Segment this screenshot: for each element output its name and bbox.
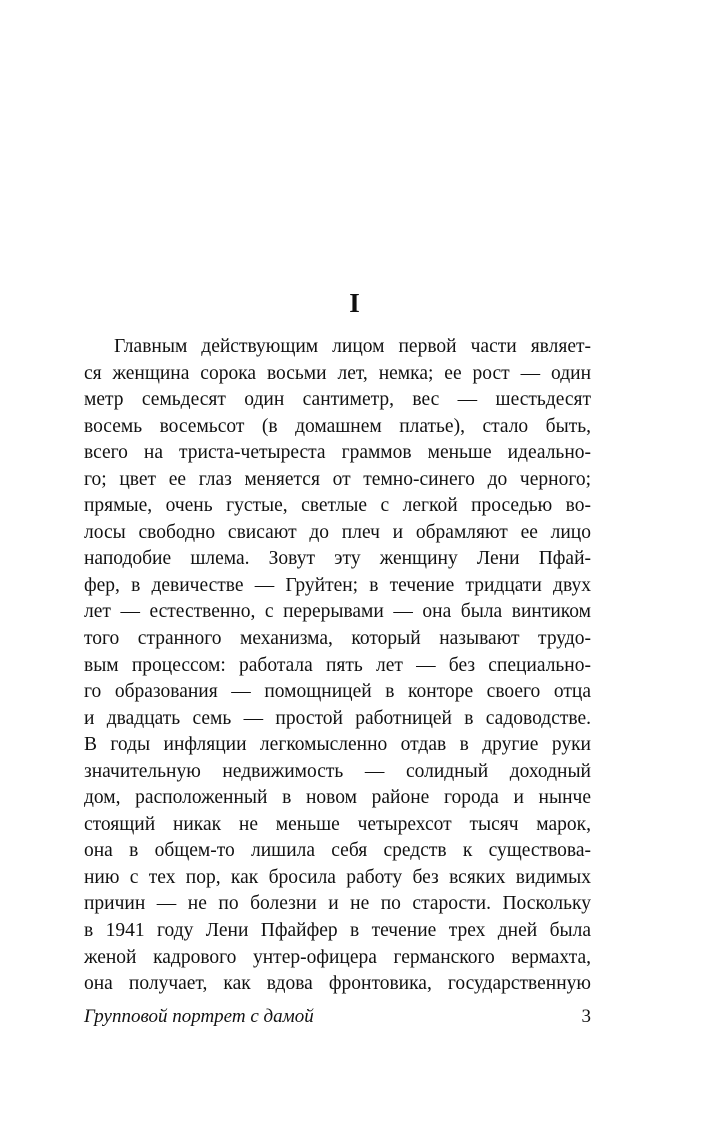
text-line: лосы свободно свисают до плеч и обрамляют ее лицо	[84, 521, 591, 543]
text-line: дом, расположенный в новом районе города и нынче	[84, 787, 591, 809]
text-line: В годы инфляции легкомысленно отдав в другие руки	[84, 734, 591, 756]
text-line: значительную недвижимость — солидный доходный	[84, 760, 591, 782]
body-text	[84, 334, 591, 998]
text-line: она в общем-то лишила себя средств к существова-	[84, 840, 591, 862]
text-line: причин — не по болезни и не по старости. Поскольку	[84, 893, 591, 915]
text-line: ся женщина сорока восьми лет, немка; ее рост — один	[84, 362, 591, 384]
text-line: Главным действующим лицом первой части являет-	[114, 336, 591, 357]
text-line: женой кадрового унтер-офицера германского вермахта,	[84, 946, 591, 968]
text-line: нию с тех пор, как бросила работу без всяких видимых	[84, 866, 591, 888]
text-line: го; цвет ее глаз меняется от темно-синего до черного;	[84, 468, 591, 490]
chapter-heading: I	[349, 288, 360, 318]
text-line: метр семьдесят один сантиметр, вес — шестьдесят	[84, 389, 591, 411]
text-line: в 1941 году Лени Пфайфер в течение трех дней была	[84, 920, 591, 942]
text-line: го образования — помощницей в конторе своего отца	[84, 681, 591, 703]
text-line: фер, в девичестве — Груйтен; в течение тридцати двух	[84, 574, 591, 596]
text-line: она получает, как вдова фронтовика, государственную	[84, 973, 591, 995]
text-line: вым процессом: работала пять лет — без специально-	[84, 654, 591, 676]
text-line: восемь восемьсот (в домашнем платье), стало быть,	[84, 415, 591, 437]
text-line: наподобие шлема. Зовут эту женщину Лени Пфай-	[84, 548, 591, 570]
text-line: стоящий никак не меньше четырехсот тысяч марок,	[84, 813, 591, 835]
running-title: Групповой портрет с дамой	[84, 1006, 314, 1027]
text-line: лет — естественно, с перерывами — она была винтиком	[84, 601, 591, 623]
page-number: 3	[581, 1006, 591, 1027]
text-line: и двадцать семь — простой работницей в садоводстве.	[84, 707, 591, 729]
text-line: всего на триста-четыреста граммов меньше идеально-	[84, 442, 591, 464]
page-footer	[84, 1003, 591, 1031]
text-line: прямые, очень густые, светлые с легкой проседью во-	[84, 495, 591, 517]
text-line: того странного механизма, который называют трудо-	[84, 628, 591, 650]
